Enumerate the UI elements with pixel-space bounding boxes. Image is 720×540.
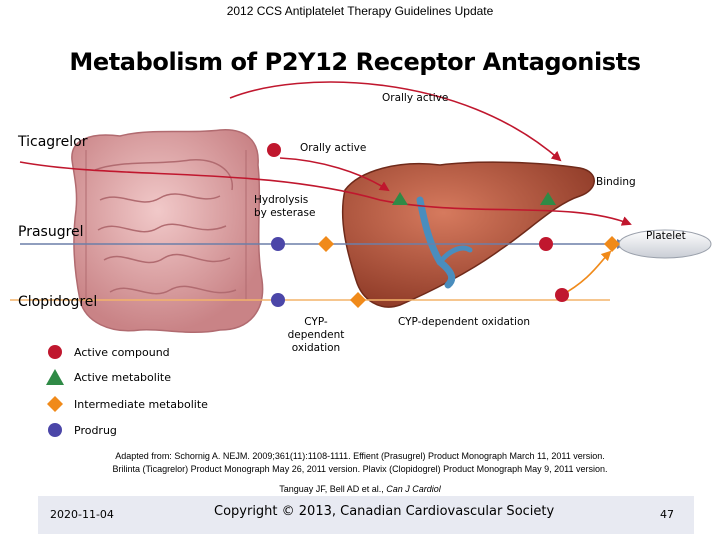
legend-circle-icon [44,420,66,440]
ticagrelor-active-compound-marker [267,143,281,157]
liver-illustration [343,162,595,307]
credit: Tanguay JF, Bell AD et al., Can J Cardiol [279,484,441,494]
label-orally-active-top: Orally active [382,92,449,104]
legend-circle-icon [44,342,66,362]
clopidogrel-prodrug-marker [271,293,285,307]
legend-triangle-icon [44,367,66,387]
legend-label: Active metabolite [74,370,171,384]
page-number: 47 [660,508,674,521]
drug-label-ticagrelor: Ticagrelor [18,134,88,150]
slide-title: Metabolism of P2Y12 Receptor Antagonists [69,48,641,76]
clopidogrel-to-platelet-arrow [560,252,610,296]
legend-item [44,367,171,387]
clopidogrel-active-compound-marker [555,288,569,302]
legend-label: Intermediate metabolite [74,397,208,411]
drug-label-prasugrel: Prasugrel [18,224,84,240]
intestines-illustration [72,130,263,332]
legend-label: Active compound [74,345,170,359]
legend-item [44,394,208,414]
label-cyp-dependent-right: CYP-dependent oxidation [398,316,531,328]
legend-item [44,420,117,440]
legend-item [44,342,170,362]
footer-copyright: Copyright © 2013, Canadian Cardiovascular Society [214,504,555,519]
label-hydrolysis: Hydrolysis by esterase [254,194,316,219]
prasugrel-prodrug-marker [271,237,285,251]
label-orally-active: Orally active [300,142,367,154]
label-cyp-dependent-left: CYP-dependent oxidation [287,316,345,354]
prasugrel-platelet-marker [604,236,620,252]
prasugrel-intermediate-marker [318,236,334,252]
citation: Adapted from: Schornig A. NEJM. 2009;361(11):1108-1111. Effient (Prasugrel) Product Monograph March 11, 2011 version. Brilinta (Ticagrelor) Product Monograph May 26, 2011 version. Plavix (Clopidogrel) Product Monograph May 9, 2011 version. [112,451,608,474]
slide-header: 2012 CCS Antiplatelet Therapy Guidelines Update [226,4,494,18]
legend-diamond-icon [44,394,66,414]
prasugrel-active-compound-marker [539,237,553,251]
drug-label-clopidogrel: Clopidogrel [18,294,98,310]
label-binding: Binding [596,176,636,188]
footer-date: 2020-11-04 [50,508,114,521]
label-platelet: Platelet [646,230,686,242]
legend-label: Prodrug [74,423,117,437]
